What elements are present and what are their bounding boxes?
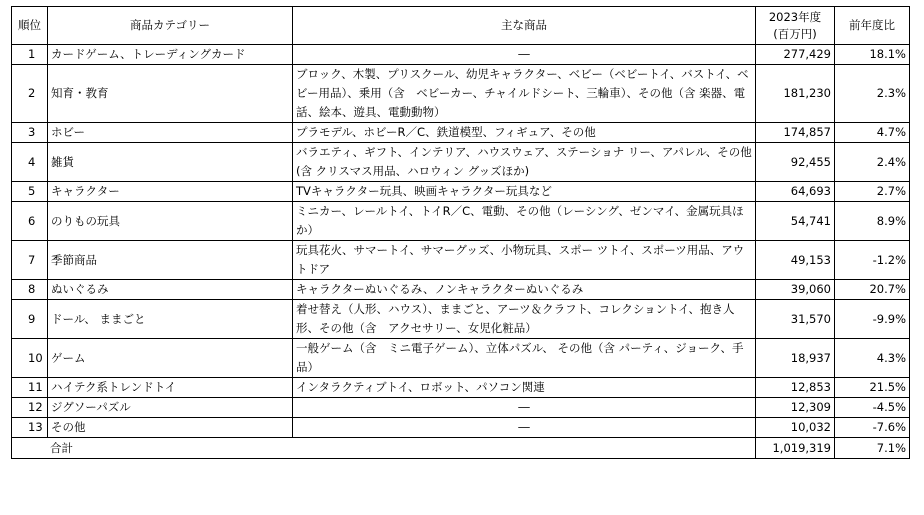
items-cell: 着せ替え（人形、ハウス）、ままごと、アーツ＆クラフト、コレクショントイ、抱き人形、その他（含 アクセサリー、女児化粧品） [293, 300, 756, 339]
category-cell: ハイテク系トレンドトイ [48, 378, 293, 398]
category-cell: キャラクター [48, 182, 293, 202]
items-cell: インタラクティブトイ、ロボット、パソコン関連 [293, 378, 756, 398]
rank-cell: 8 [12, 280, 48, 300]
header-sales-year: 2023年度 [768, 9, 822, 24]
rank-cell: 5 [12, 182, 48, 202]
toy-sales-table [11, 6, 910, 459]
sales-cell: 49,153 [756, 241, 835, 280]
category-cell: ジグソーパズル [48, 398, 293, 418]
rank-cell: 1 [12, 45, 48, 65]
table-row [12, 378, 910, 398]
category-cell: ぬいぐるみ [48, 280, 293, 300]
rank-cell: 11 [12, 378, 48, 398]
table-row [12, 339, 910, 378]
rank-cell: 4 [12, 143, 48, 182]
category-cell: カードゲーム、トレーディングカード [48, 45, 293, 65]
table-row [12, 241, 910, 280]
rank-cell: 10 [12, 339, 48, 378]
category-cell: ドール、 ままごと [48, 300, 293, 339]
category-cell: 雑貨 [48, 143, 293, 182]
header-sales-unit: (百万円) [773, 26, 817, 41]
table-row [12, 182, 910, 202]
table-row [12, 202, 910, 241]
sales-cell: 12,309 [756, 398, 835, 418]
sales-cell: 92,455 [756, 143, 835, 182]
growth-cell: 18.1% [835, 45, 910, 65]
sales-cell: 39,060 [756, 280, 835, 300]
category-cell: ホビー [48, 123, 293, 143]
items-cell: TVキャラクター玩具、映画キャラクター玩具など [293, 182, 756, 202]
total-sales: 1,019,319 [756, 438, 835, 459]
growth-cell: 21.5% [835, 378, 910, 398]
total-label: 合計 [12, 438, 756, 459]
items-cell: プラモデル、ホビーR／C、鉄道模型、フィギュア、その他 [293, 123, 756, 143]
sales-cell: 64,693 [756, 182, 835, 202]
growth-cell: 2.3% [835, 65, 910, 123]
header-sales [756, 7, 835, 45]
rank-cell: 13 [12, 418, 48, 438]
growth-cell: -7.6% [835, 418, 910, 438]
rank-cell: 2 [12, 65, 48, 123]
header-growth: 前年度比 [835, 7, 910, 45]
sales-cell: 174,857 [756, 123, 835, 143]
sales-cell: 277,429 [756, 45, 835, 65]
sales-cell: 54,741 [756, 202, 835, 241]
items-cell: バラエティ、ギフト、インテリア、ハウスウェア、ステーショナ リー、アパレル、その他(含 クリスマス用品、ハロウィン グッズほか) [293, 143, 756, 182]
total-growth: 7.1% [835, 438, 910, 459]
table-row [12, 45, 910, 65]
items-cell: キャラクターぬいぐるみ、ノンキャラクターぬいぐるみ [293, 280, 756, 300]
growth-cell: -9.9% [835, 300, 910, 339]
sales-cell: 12,853 [756, 378, 835, 398]
category-cell: その他 [48, 418, 293, 438]
items-cell: ブロック、木製、プリスクール、幼児キャラクター、ベビー（ベビートイ、バストイ、ベビー用品）、乗用（含 ベビーカー、チャイルドシート、三輪車）、その他（含 楽器、電話、絵本、遊具、電動動物） [293, 65, 756, 123]
growth-cell: -1.2% [835, 241, 910, 280]
items-cell: 一般ゲーム（含 ミニ電子ゲーム）、立体パズル、 その他（含 パーティ、ジョーク、手品） [293, 339, 756, 378]
sales-cell: 18,937 [756, 339, 835, 378]
category-cell: ゲーム [48, 339, 293, 378]
table-row [12, 418, 910, 438]
table-row [12, 143, 910, 182]
table-row [12, 123, 910, 143]
growth-cell: 20.7% [835, 280, 910, 300]
category-cell: 知育・教育 [48, 65, 293, 123]
table-row [12, 300, 910, 339]
sales-cell: 10,032 [756, 418, 835, 438]
header-items: 主な商品 [293, 7, 756, 45]
rank-cell: 6 [12, 202, 48, 241]
items-cell: ― [293, 418, 756, 438]
growth-cell: 4.3% [835, 339, 910, 378]
sales-cell: 31,570 [756, 300, 835, 339]
growth-cell: 8.9% [835, 202, 910, 241]
growth-cell: 2.4% [835, 143, 910, 182]
growth-cell: 4.7% [835, 123, 910, 143]
items-cell: ― [293, 398, 756, 418]
rank-cell: 12 [12, 398, 48, 418]
items-cell: ― [293, 45, 756, 65]
items-cell: ミニカー、レールトイ、トイR／C、電動、その他（レーシング、ゼンマイ、金属玩具ほか） [293, 202, 756, 241]
rank-cell: 7 [12, 241, 48, 280]
rank-cell: 9 [12, 300, 48, 339]
rank-cell: 3 [12, 123, 48, 143]
table-row [12, 398, 910, 418]
table-row [12, 65, 910, 123]
table-row [12, 280, 910, 300]
items-cell: 玩具花火、サマートイ、サマーグッズ、小物玩具、スポー ツトイ、スポーツ用品、アウトドア [293, 241, 756, 280]
table-header-row [12, 7, 910, 45]
category-cell: 季節商品 [48, 241, 293, 280]
category-cell: のりもの玩具 [48, 202, 293, 241]
growth-cell: 2.7% [835, 182, 910, 202]
header-rank: 順位 [12, 7, 48, 45]
growth-cell: -4.5% [835, 398, 910, 418]
total-row [12, 438, 910, 459]
header-category: 商品カテゴリー [48, 7, 293, 45]
sales-cell: 181,230 [756, 65, 835, 123]
